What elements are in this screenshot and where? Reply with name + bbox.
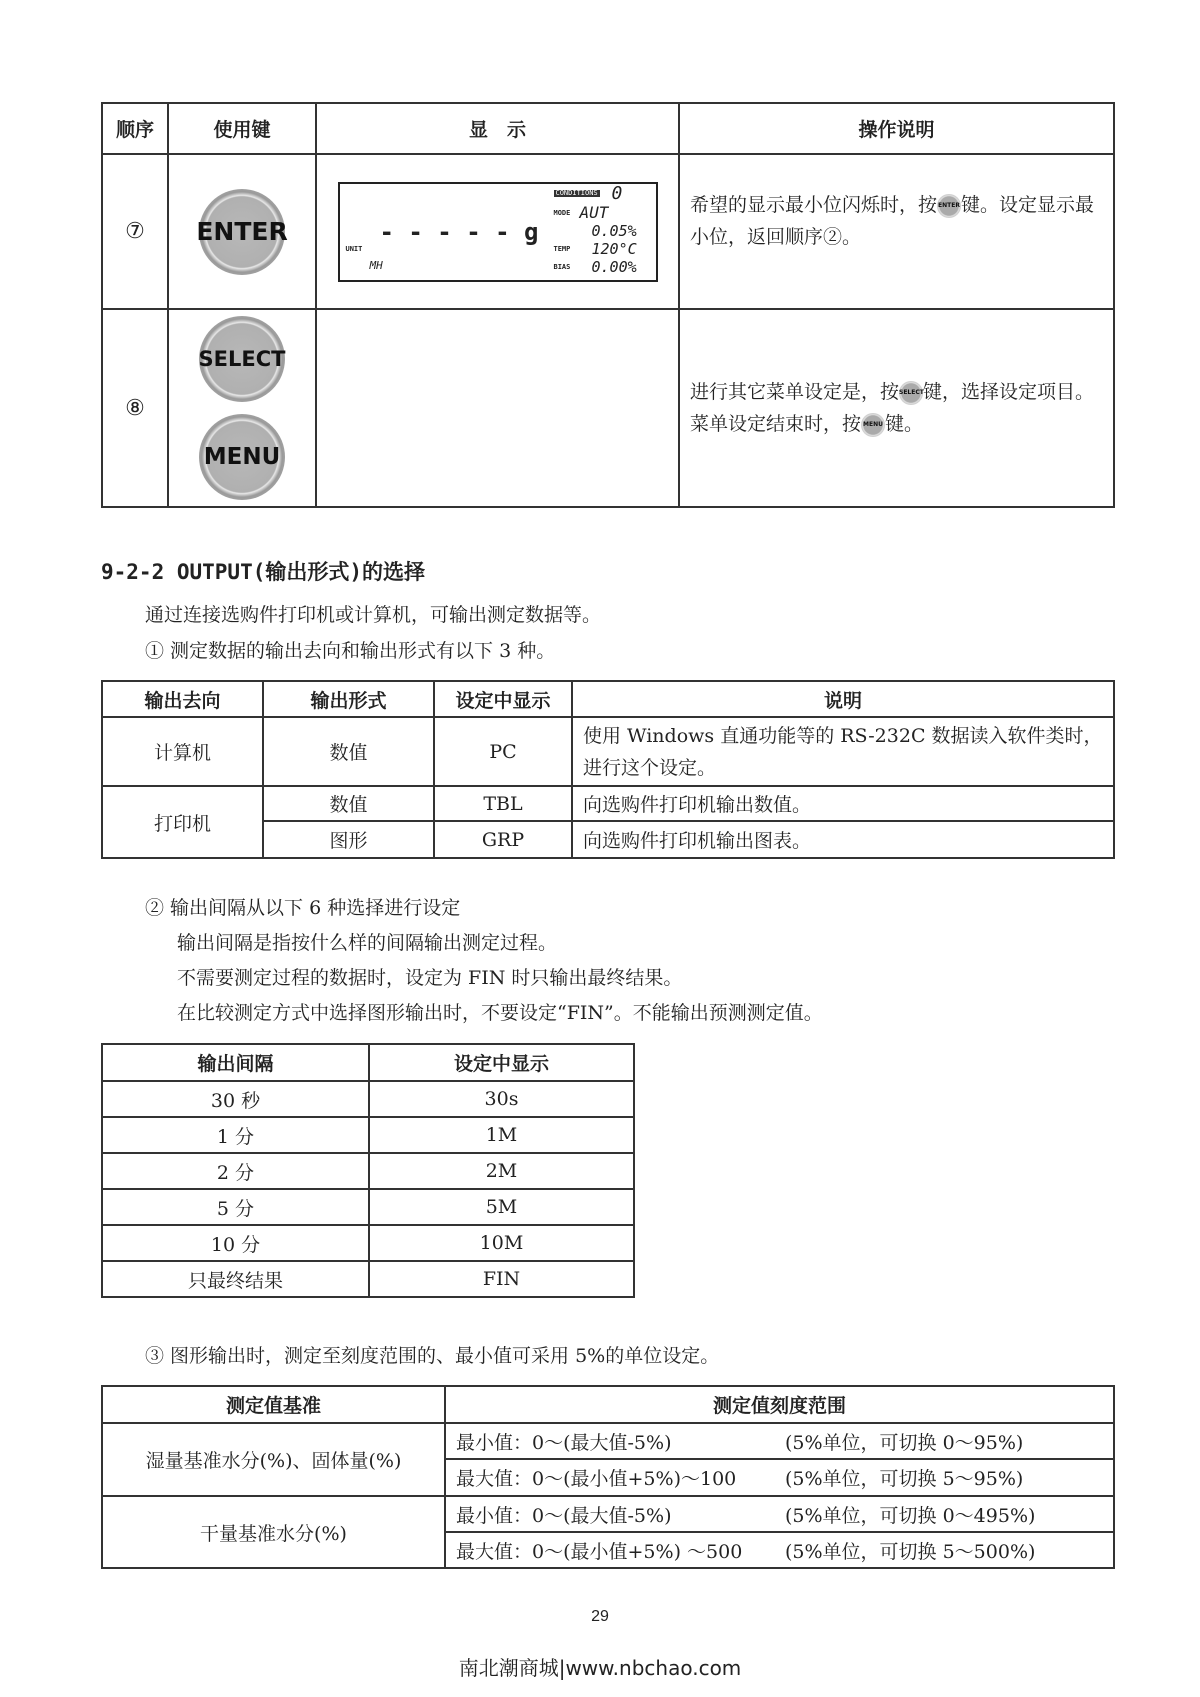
table-row: [102, 1261, 634, 1297]
item-2-line: 不需要测定过程的数据时，设定为 FIN 时只输出最终结果。: [177, 967, 683, 989]
cell: 1 分: [102, 1117, 369, 1153]
cell: 打印机: [102, 786, 263, 858]
lcd-unit-label: UNIT: [345, 244, 363, 253]
lcd-conditions: 0: [611, 182, 623, 204]
cell: 计算机: [102, 717, 263, 786]
key-label: SELECT: [198, 347, 286, 371]
header-destination: 输出去向: [102, 681, 263, 717]
enter-key-image: [196, 189, 288, 275]
desc-text: 菜单设定结束时，按: [690, 413, 862, 435]
cell: (5%单位，可切换 5～95%): [775, 1459, 1114, 1496]
cell: 5M: [369, 1189, 634, 1225]
menu-key-image: [199, 414, 285, 500]
cell: 1M: [369, 1117, 634, 1153]
table-row: [102, 1153, 634, 1189]
page-number: 29: [591, 1608, 609, 1625]
cell: 30 秒: [102, 1081, 369, 1117]
key-label: MENU: [203, 444, 281, 470]
step-description: [679, 309, 1114, 507]
cell: 向选购件打印机输出数值。: [572, 786, 1114, 821]
header-format: 输出形式: [263, 681, 434, 717]
output-interval-table: [101, 1043, 635, 1298]
enter-key-icon: ENTER: [937, 194, 961, 218]
desc-text: 键，选择设定项目。: [923, 381, 1095, 403]
lcd-bias: 0.00%: [591, 257, 637, 276]
lcd-main: - - - - - g: [379, 217, 539, 246]
cell: 5 分: [102, 1189, 369, 1225]
header-description: 操作说明: [679, 103, 1114, 154]
cell: (5%单位，可切换 0～495%): [775, 1496, 1114, 1532]
lcd-mode-label: MODE: [553, 208, 571, 217]
item-3: ③ 图形输出时，测定至刻度范围的、最小值可采用 5%的单位设定。: [145, 1345, 720, 1367]
lcd-unit: MH: [369, 258, 383, 272]
cell: 数值: [263, 786, 434, 821]
basis-cell: 干量基准水分(%): [102, 1496, 445, 1568]
cell: GRP: [434, 821, 572, 858]
item-2-line: 输出间隔是指按什么样的间隔输出测定过程。: [177, 932, 558, 954]
lcd-value1: 0.05%: [591, 221, 637, 240]
header-description: 说明: [572, 681, 1114, 717]
cell: 10 分: [102, 1225, 369, 1261]
desc-text: 键。: [885, 413, 924, 435]
lcd-display-image: [338, 182, 658, 282]
lcd-temp: 120°C: [591, 239, 637, 258]
select-key-icon: SELECT: [899, 381, 923, 405]
cell: FIN: [369, 1261, 634, 1297]
cell: 最大值：0～(最小值+5%) ～500: [445, 1532, 775, 1568]
table-row: [102, 1423, 1114, 1459]
table-row: [102, 1117, 634, 1153]
desc-text: 键。设定显示最小位，返回顺序②。: [690, 194, 1095, 248]
lcd-bias-label: BIAS: [553, 262, 571, 271]
scale-range-table: [101, 1385, 1115, 1569]
lcd-conditions-label: CONDITIONS: [555, 188, 598, 197]
cell: PC: [434, 717, 572, 786]
cell: 最小值：0～(最大值-5%): [445, 1423, 775, 1459]
header-step: 顺序: [102, 103, 168, 154]
empty-display-cell: [316, 309, 679, 507]
section-title: 9-2-2 OUTPUT(输出形式)的选择: [101, 560, 426, 584]
table-row: [102, 1081, 634, 1117]
header-display-setting: 设定中显示: [434, 681, 572, 717]
cell: 使用 Windows 直通功能等的 RS-232C 数据读入软件类时，进行这个设定。: [572, 717, 1114, 786]
cell: 图形: [263, 821, 434, 858]
key-label: ENTER: [196, 217, 288, 246]
header-interval: 输出间隔: [102, 1044, 369, 1081]
header-key: 使用键: [168, 103, 316, 154]
desc-text: 进行其它菜单设定是，按: [690, 381, 900, 403]
cell: 2M: [369, 1153, 634, 1189]
cell: 10M: [369, 1225, 634, 1261]
table-row: [102, 309, 1114, 507]
cell: 数值: [263, 717, 434, 786]
table-row: [102, 154, 1114, 309]
cell: (5%单位，可切换 0～95%): [775, 1423, 1114, 1459]
item-2-title: ② 输出间隔从以下 6 种选择进行设定: [145, 897, 461, 919]
item-2-line: 在比较测定方式中选择图形输出时，不要设定“FIN”。不能输出预测测定值。: [177, 1002, 823, 1024]
basis-cell: 湿量基准水分(%)、固体量(%): [102, 1423, 445, 1496]
header-scale-range: 测定值刻度范围: [445, 1386, 1114, 1423]
menu-key-icon: MENU: [861, 413, 885, 437]
select-key-image: [199, 316, 285, 402]
cell: 最小值：0～(最大值-5%): [445, 1496, 775, 1532]
table-row: [102, 786, 1114, 821]
step-number: ⑧: [102, 309, 168, 507]
table-row: [102, 717, 1114, 786]
cell: TBL: [434, 786, 572, 821]
cell: 最大值：0～(最小值+5%)～100: [445, 1459, 775, 1496]
table-row: [102, 1496, 1114, 1532]
header-display: 显 示: [316, 103, 679, 154]
lcd-temp-label: TEMP: [553, 244, 571, 253]
cell: 向选购件打印机输出图表。: [572, 821, 1114, 858]
step-description: [679, 154, 1114, 309]
key-operation-table: [101, 102, 1115, 508]
header-basis: 测定值基准: [102, 1386, 445, 1423]
section-intro: 通过连接选购件打印机或计算机，可输出测定数据等。: [145, 604, 602, 626]
output-format-table: [101, 680, 1115, 859]
cell: 2 分: [102, 1153, 369, 1189]
header-display-setting: 设定中显示: [369, 1044, 634, 1081]
desc-text: 希望的显示最小位闪烁时，按: [690, 194, 938, 216]
table-row: [102, 1225, 634, 1261]
footer-watermark: 南北潮商城|www.nbchao.com: [458, 1656, 742, 1680]
cell: 只最终结果: [102, 1261, 369, 1297]
table-row: [102, 1189, 634, 1225]
step-number: ⑦: [102, 154, 168, 309]
cell: 30s: [369, 1081, 634, 1117]
cell: (5%单位，可切换 5～500%): [775, 1532, 1114, 1568]
lcd-mode: AUT: [579, 202, 609, 222]
item-1: ① 测定数据的输出去向和输出形式有以下 3 种。: [145, 640, 556, 662]
